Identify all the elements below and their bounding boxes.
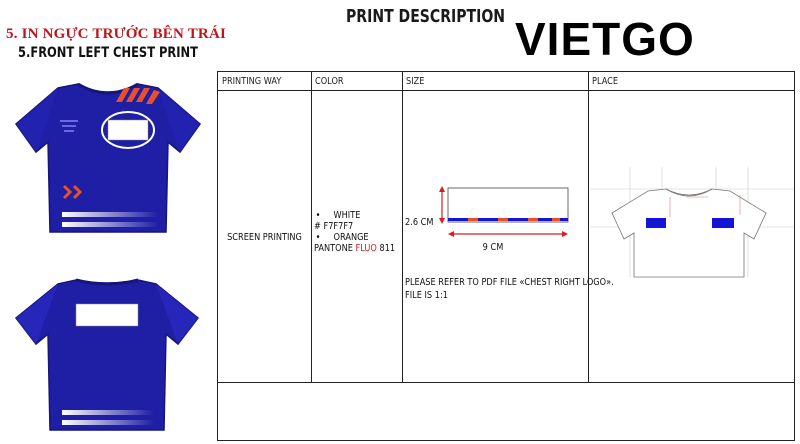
size-height-label: 2.6 CM <box>405 217 434 228</box>
bullet-icon: • <box>315 210 334 221</box>
column-divider-1 <box>311 72 312 382</box>
pantone-prefix: PANTONE <box>314 243 356 254</box>
print-area-box <box>108 120 148 140</box>
pantone-number: 811 <box>376 243 396 254</box>
color-white-label: WHITE <box>333 210 361 221</box>
size-note-line-2: FILE IS 1:1 <box>405 290 448 301</box>
color-bar-strip <box>448 218 568 221</box>
front-shirt-illustration <box>8 72 208 242</box>
color-white-code: # F7F7F7 <box>314 221 354 232</box>
placement-shirt-outline <box>612 189 766 277</box>
pantone-fluo: FLUO <box>355 243 377 254</box>
placement-diagram <box>590 167 794 287</box>
placement-right-chest-box <box>712 218 734 228</box>
size-note-line-1: PLEASE REFER TO PDF FILE «CHEST RIGHT LOGO». <box>405 277 614 288</box>
bullet-icon: • <box>315 232 334 243</box>
header-place: PLACE <box>592 76 619 87</box>
back-print-area-box <box>76 304 138 326</box>
placement-left-chest-box <box>646 218 666 228</box>
table-row-divider <box>218 382 794 383</box>
table-header-divider <box>218 90 794 91</box>
height-arrow <box>439 186 445 224</box>
pantone-code <box>314 243 396 254</box>
width-arrow <box>448 231 568 237</box>
header-size: SIZE <box>406 76 425 87</box>
column-divider-3 <box>588 72 589 382</box>
color-orange-label: ORANGE <box>333 232 369 243</box>
print-spec-table <box>217 71 795 441</box>
print-size-rectangle <box>448 188 568 222</box>
header-printing-way: PRINTING WAY <box>222 76 282 87</box>
size-width-label: 9 CM <box>482 242 504 253</box>
color-cell <box>314 210 402 254</box>
section-title-en: 5.FRONT LEFT CHEST PRINT <box>18 45 198 61</box>
section-title-vn: 5. IN NGỰC TRƯỚC BÊN TRÁI <box>6 26 227 42</box>
print-description-heading: PRINT DESCRIPTION <box>346 6 506 27</box>
brand-logo: VIETGO <box>515 13 695 65</box>
header-color: COLOR <box>315 76 344 87</box>
printing-way-value: SCREEN PRINTING <box>227 232 302 243</box>
back-shirt-illustration <box>10 270 205 440</box>
